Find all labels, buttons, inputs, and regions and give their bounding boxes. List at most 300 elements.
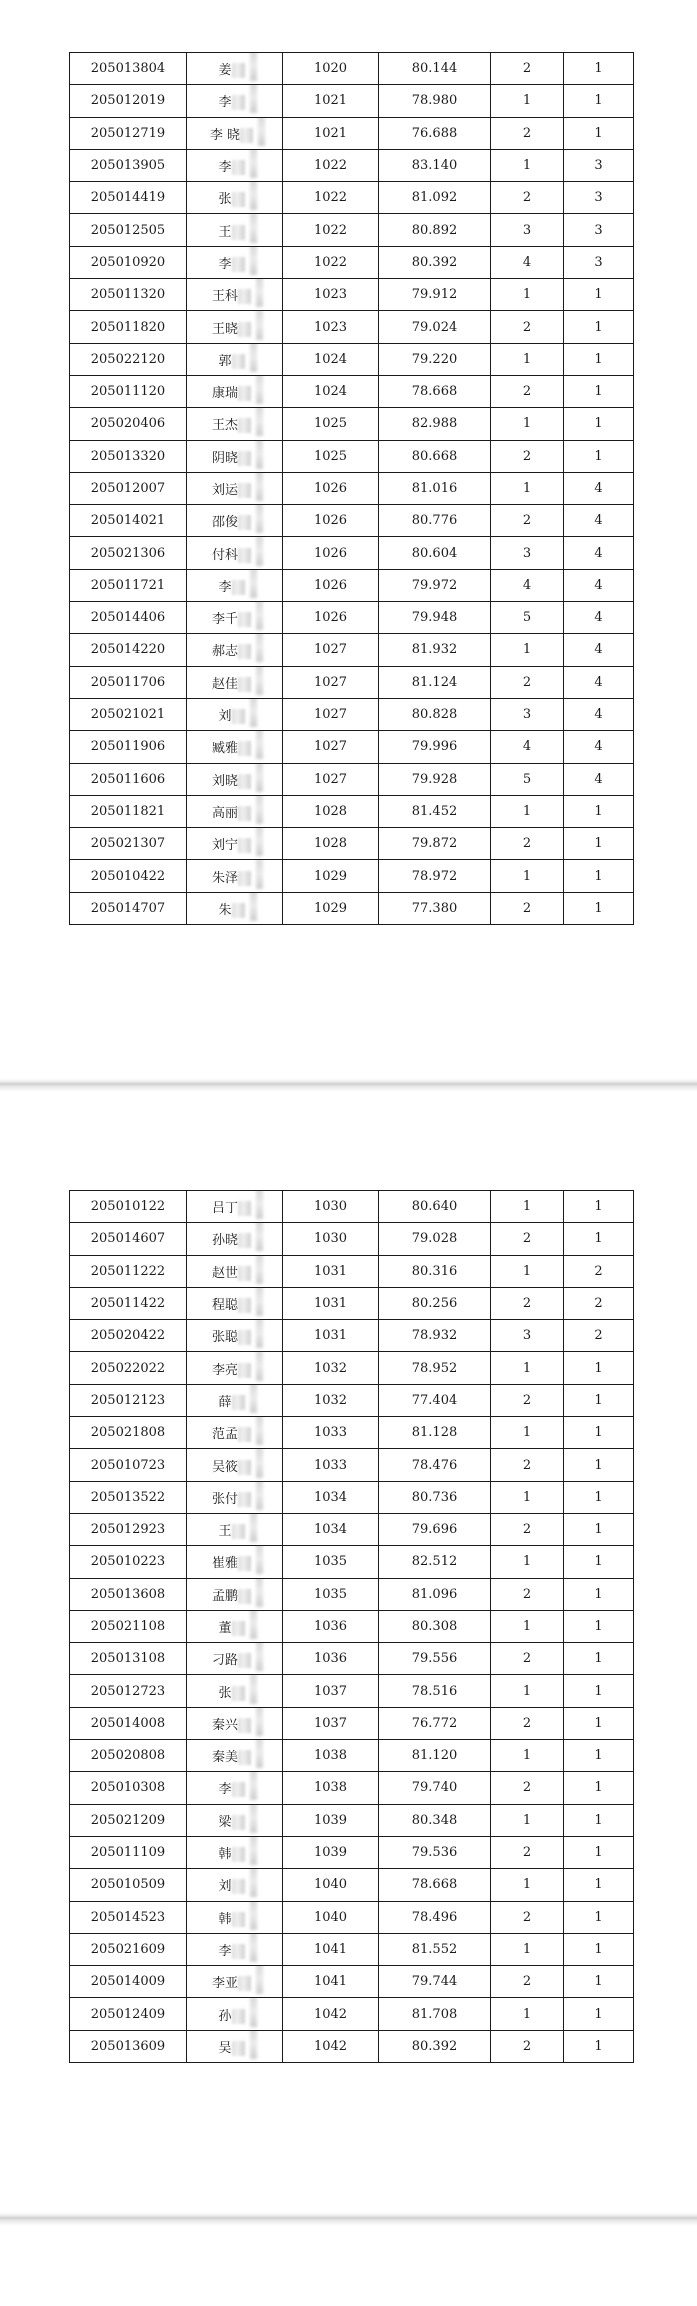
- position-code-cell: 1024: [283, 375, 379, 407]
- table-row: [70, 1998, 634, 2030]
- candidate-name-text: 朱泽: [211, 870, 238, 886]
- redaction-smear: [250, 1675, 257, 1704]
- candidate-name-cell: [187, 569, 283, 601]
- total-score-cell: 81.092: [379, 182, 491, 214]
- candidate-name: [218, 156, 250, 175]
- rank-cell: 2: [491, 311, 564, 343]
- candidate-name-cell: [187, 408, 283, 440]
- redaction-mask: [238, 548, 251, 563]
- rank-cell: 1: [491, 1417, 564, 1449]
- table-row: [70, 1610, 634, 1642]
- candidate-name: [218, 2037, 250, 2056]
- candidate-name-cell: [187, 472, 283, 504]
- candidate-name-cell: [187, 763, 283, 795]
- candidate-id-cell: 205010122: [70, 1191, 187, 1223]
- quota-cell: 1: [564, 1417, 634, 1449]
- candidate-name: [212, 382, 257, 401]
- candidate-name-cell: [187, 828, 283, 860]
- candidate-name-cell: [187, 1513, 283, 1545]
- position-code-cell: 1035: [283, 1578, 379, 1610]
- redaction-smear: [256, 1287, 263, 1316]
- table-row: [70, 1191, 634, 1223]
- candidate-name-text: 吕丁: [211, 1201, 238, 1217]
- redaction-smear: [250, 343, 257, 372]
- position-code-cell: 1035: [283, 1546, 379, 1578]
- table-row: [70, 1546, 634, 1578]
- candidate-name-text: 秦兴: [211, 1717, 238, 1733]
- candidate-name: [218, 91, 250, 110]
- candidate-name-text: 刘晓: [211, 773, 238, 789]
- quota-cell: 1: [564, 117, 634, 149]
- candidate-name: [212, 1649, 257, 1668]
- candidate-name-cell: [187, 1966, 283, 1998]
- table-row: [70, 698, 634, 730]
- redaction-smear: [250, 246, 257, 275]
- quota-cell: 1: [564, 440, 634, 472]
- candidate-name: [218, 1778, 250, 1797]
- quota-cell: 1: [564, 1675, 634, 1707]
- candidate-name-text: 李: [218, 160, 232, 176]
- position-code-cell: 1025: [283, 440, 379, 472]
- total-score-cell: 79.028: [379, 1223, 491, 1255]
- candidate-id-cell: 205011109: [70, 1836, 187, 1868]
- candidate-name: [212, 1585, 257, 1604]
- candidate-id-cell: 205014707: [70, 892, 187, 924]
- quota-cell: 1: [564, 408, 634, 440]
- candidate-id-cell: 205012723: [70, 1675, 187, 1707]
- quota-cell: 1: [564, 2030, 634, 2062]
- quota-cell: 1: [564, 1481, 634, 1513]
- position-code-cell: 1028: [283, 795, 379, 827]
- position-code-cell: 1040: [283, 1901, 379, 1933]
- redaction-smear: [256, 311, 263, 340]
- total-score-cell: 82.512: [379, 1546, 491, 1578]
- redaction-mask: [238, 1750, 251, 1765]
- redaction-mask: [232, 225, 245, 240]
- candidate-name: [218, 899, 250, 918]
- position-code-cell: 1026: [283, 602, 379, 634]
- candidate-name: [212, 1714, 257, 1733]
- table-row: [70, 1513, 634, 1545]
- candidate-name-cell: [187, 1417, 283, 1449]
- table-row: [70, 731, 634, 763]
- rank-cell: 1: [491, 1869, 564, 1901]
- redaction-mask: [232, 1524, 245, 1539]
- quota-cell: 1: [564, 279, 634, 311]
- candidate-name: [218, 253, 250, 272]
- candidate-id-cell: 205014220: [70, 634, 187, 666]
- table-row: [70, 375, 634, 407]
- candidate-name-text: 李千: [211, 612, 238, 628]
- quota-cell: 1: [564, 343, 634, 375]
- rank-cell: 1: [491, 1191, 564, 1223]
- rank-cell: 2: [491, 1223, 564, 1255]
- candidate-name-cell: [187, 2030, 283, 2062]
- table-row: [70, 149, 634, 181]
- candidate-name: [218, 188, 250, 207]
- candidate-id-cell: 205012007: [70, 472, 187, 504]
- candidate-name: [212, 834, 257, 853]
- table-row: [70, 634, 634, 666]
- quota-cell: 1: [564, 1449, 634, 1481]
- candidate-name: [218, 1617, 250, 1636]
- rank-cell: 2: [491, 1707, 564, 1739]
- position-code-cell: 1022: [283, 182, 379, 214]
- score-table: [69, 1190, 634, 2063]
- candidate-name-text: 张付: [211, 1491, 238, 1507]
- candidate-id-cell: 205013609: [70, 2030, 187, 2062]
- rank-cell: 2: [491, 2030, 564, 2062]
- rank-cell: 2: [491, 182, 564, 214]
- position-code-cell: 1039: [283, 1804, 379, 1836]
- quota-cell: 4: [564, 666, 634, 698]
- rank-cell: 3: [491, 214, 564, 246]
- rank-cell: 1: [491, 1255, 564, 1287]
- redaction-mask: [238, 838, 251, 853]
- total-score-cell: 80.668: [379, 440, 491, 472]
- candidate-name-text: 程聪: [211, 1298, 238, 1314]
- redaction-smear: [250, 698, 257, 727]
- candidate-name: [218, 1391, 250, 1410]
- table-row: [70, 279, 634, 311]
- position-code-cell: 1031: [283, 1255, 379, 1287]
- candidate-name-text: 康瑞: [211, 386, 238, 402]
- quota-cell: 4: [564, 731, 634, 763]
- total-score-cell: 76.688: [379, 117, 491, 149]
- candidate-id-cell: 205020422: [70, 1320, 187, 1352]
- candidate-id-cell: 205021306: [70, 537, 187, 569]
- candidate-name-text: 刁路: [211, 1653, 238, 1669]
- position-code-cell: 1025: [283, 408, 379, 440]
- redaction-smear: [250, 1998, 257, 2027]
- position-code-cell: 1022: [283, 149, 379, 181]
- redaction-mask: [238, 1330, 251, 1345]
- quota-cell: 1: [564, 375, 634, 407]
- total-score-cell: 81.552: [379, 1933, 491, 1965]
- redaction-mask: [238, 1556, 251, 1571]
- candidate-name: [218, 576, 250, 595]
- rank-cell: 2: [491, 1643, 564, 1675]
- rank-cell: 2: [491, 892, 564, 924]
- rank-cell: 2: [491, 53, 564, 85]
- candidate-id-cell: 205012923: [70, 1513, 187, 1545]
- rank-cell: 1: [491, 795, 564, 827]
- redaction-smear: [250, 182, 257, 211]
- table-row: [70, 1740, 634, 1772]
- candidate-name-text: 刘宁: [211, 838, 238, 854]
- total-score-cell: 80.256: [379, 1287, 491, 1319]
- rank-cell: 2: [491, 1287, 564, 1319]
- redaction-smear: [250, 149, 257, 178]
- redaction-smear: [256, 602, 263, 631]
- redaction-smear: [256, 440, 263, 469]
- candidate-name-text: 崔雅: [211, 1556, 238, 1572]
- redaction-smear: [256, 537, 263, 566]
- candidate-id-cell: 205013320: [70, 440, 187, 472]
- position-code-cell: 1023: [283, 311, 379, 343]
- redaction-smear: [256, 1740, 263, 1769]
- candidate-name: [212, 802, 257, 821]
- redaction-mask: [232, 709, 245, 724]
- redaction-smear: [256, 828, 263, 857]
- redaction-smear: [250, 1610, 257, 1639]
- candidate-id-cell: 205011120: [70, 375, 187, 407]
- rank-cell: 2: [491, 375, 564, 407]
- candidate-name: [218, 1682, 250, 1701]
- redaction-smear: [256, 472, 263, 501]
- candidate-name-text: 赵佳: [211, 676, 238, 692]
- candidate-name-text: 郝志: [211, 644, 238, 660]
- candidate-name-text: 梁: [218, 1814, 232, 1830]
- redaction-mask: [238, 677, 251, 692]
- candidate-name: [212, 867, 257, 886]
- position-code-cell: 1042: [283, 2030, 379, 2062]
- quota-cell: 1: [564, 1901, 634, 1933]
- rank-cell: 1: [491, 1804, 564, 1836]
- quota-cell: 4: [564, 505, 634, 537]
- candidate-name-cell: [187, 1610, 283, 1642]
- redaction-mask: [232, 192, 245, 207]
- quota-cell: 4: [564, 763, 634, 795]
- redaction-smear: [250, 2030, 257, 2059]
- redaction-smear: [256, 1449, 263, 1478]
- total-score-cell: 78.668: [379, 375, 491, 407]
- candidate-name-cell: [187, 117, 283, 149]
- candidate-name: [212, 1294, 257, 1313]
- candidate-name-text: 董: [218, 1621, 232, 1636]
- total-score-cell: 81.120: [379, 1740, 491, 1772]
- quota-cell: 1: [564, 1546, 634, 1578]
- redaction-mask: [238, 1233, 251, 1248]
- position-code-cell: 1036: [283, 1643, 379, 1675]
- total-score-cell: 78.952: [379, 1352, 491, 1384]
- rank-cell: 1: [491, 85, 564, 117]
- quota-cell: 1: [564, 1772, 634, 1804]
- redaction-mask: [232, 2041, 245, 2056]
- candidate-name-text: 孟鹏: [211, 1588, 238, 1604]
- candidate-name-cell: [187, 214, 283, 246]
- candidate-name-text: 王科: [211, 289, 238, 305]
- table-row: [70, 1255, 634, 1287]
- candidate-name-cell: [187, 1352, 283, 1384]
- table-row: [70, 1966, 634, 1998]
- candidate-name-text: 刘: [218, 709, 232, 725]
- position-code-cell: 1024: [283, 343, 379, 375]
- total-score-cell: 79.696: [379, 1513, 491, 1545]
- quota-cell: 4: [564, 537, 634, 569]
- redaction-smear: [256, 795, 263, 824]
- quota-cell: 3: [564, 182, 634, 214]
- candidate-id-cell: 205012123: [70, 1384, 187, 1416]
- candidate-id-cell: 205010723: [70, 1449, 187, 1481]
- rank-cell: 1: [491, 1610, 564, 1642]
- total-score-cell: 80.604: [379, 537, 491, 569]
- position-code-cell: 1026: [283, 472, 379, 504]
- redaction-smear: [256, 1643, 263, 1672]
- table-row: [70, 1417, 634, 1449]
- table-row: [70, 343, 634, 375]
- candidate-id-cell: 205020808: [70, 1740, 187, 1772]
- position-code-cell: 1042: [283, 1998, 379, 2030]
- redaction-mask: [238, 1460, 251, 1475]
- table-row: [70, 1481, 634, 1513]
- candidate-name-cell: [187, 440, 283, 472]
- redaction-smear: [250, 1901, 257, 1930]
- table-row: [70, 1449, 634, 1481]
- table-row: [70, 408, 634, 440]
- candidate-name-cell: [187, 1901, 283, 1933]
- candidate-name-cell: [187, 279, 283, 311]
- quota-cell: 1: [564, 53, 634, 85]
- candidate-id-cell: 205014406: [70, 602, 187, 634]
- candidate-id-cell: 205011222: [70, 1255, 187, 1287]
- candidate-name: [212, 673, 257, 692]
- quota-cell: 1: [564, 85, 634, 117]
- table-row: [70, 763, 634, 795]
- redaction-mask: [238, 515, 251, 530]
- candidate-id-cell: 205021108: [70, 1610, 187, 1642]
- position-code-cell: 1041: [283, 1966, 379, 1998]
- candidate-id-cell: 205011422: [70, 1287, 187, 1319]
- total-score-cell: 78.980: [379, 85, 491, 117]
- candidate-name: [218, 59, 250, 78]
- position-code-cell: 1021: [283, 117, 379, 149]
- table-row: [70, 1287, 634, 1319]
- redaction-mask: [232, 1912, 245, 1927]
- candidate-id-cell: 205013804: [70, 53, 187, 85]
- candidate-name-cell: [187, 602, 283, 634]
- candidate-name: [218, 1843, 250, 1862]
- table-row: [70, 602, 634, 634]
- total-score-cell: 76.772: [379, 1707, 491, 1739]
- position-code-cell: 1036: [283, 1610, 379, 1642]
- candidate-name-cell: [187, 666, 283, 698]
- candidate-name-text: 张: [218, 192, 232, 208]
- position-code-cell: 1020: [283, 53, 379, 85]
- table-row: [70, 666, 634, 698]
- table-row: [70, 1223, 634, 1255]
- redaction-smear: [258, 117, 265, 146]
- rank-cell: 2: [491, 1901, 564, 1933]
- candidate-name: [212, 1197, 257, 1216]
- position-code-cell: 1021: [283, 85, 379, 117]
- rank-cell: 2: [491, 1578, 564, 1610]
- candidate-name-text: 朱: [218, 902, 232, 918]
- redaction-mask: [238, 1589, 251, 1604]
- page-break: [0, 1078, 697, 1092]
- candidate-name-cell: [187, 1675, 283, 1707]
- candidate-name-text: 韩: [218, 1847, 232, 1863]
- redaction-mask: [238, 1427, 251, 1442]
- quota-cell: 4: [564, 569, 634, 601]
- candidate-name-text: 王晓: [211, 321, 238, 337]
- redaction-smear: [256, 1707, 263, 1736]
- quota-cell: 1: [564, 1223, 634, 1255]
- redaction-smear: [256, 279, 263, 308]
- candidate-name-text: 韩: [218, 1911, 232, 1927]
- quota-cell: 1: [564, 828, 634, 860]
- candidate-name-text: 邵俊: [211, 515, 238, 531]
- candidate-name-cell: [187, 1320, 283, 1352]
- score-table-body: [70, 1191, 634, 2063]
- candidate-name-text: 李: [218, 95, 232, 111]
- candidate-id-cell: 205014021: [70, 505, 187, 537]
- candidate-name-text: 李亮: [211, 1362, 238, 1378]
- position-code-cell: 1026: [283, 569, 379, 601]
- redaction-smear: [250, 1933, 257, 1962]
- candidate-name: [212, 1746, 257, 1765]
- candidate-name-text: 刘: [218, 1879, 232, 1895]
- quota-cell: 4: [564, 472, 634, 504]
- quota-cell: 4: [564, 634, 634, 666]
- candidate-name-cell: [187, 311, 283, 343]
- rank-cell: 1: [491, 1998, 564, 2030]
- redaction-smear: [256, 731, 263, 760]
- candidate-name-text: 李亚: [211, 1976, 238, 1992]
- rank-cell: 2: [491, 440, 564, 472]
- candidate-name-cell: [187, 1772, 283, 1804]
- rank-cell: 4: [491, 246, 564, 278]
- candidate-name-cell: [187, 85, 283, 117]
- total-score-cell: 80.892: [379, 214, 491, 246]
- redaction-mask: [232, 1847, 245, 1862]
- quota-cell: 1: [564, 1384, 634, 1416]
- candidate-name-cell: [187, 1384, 283, 1416]
- candidate-id-cell: 205021808: [70, 1417, 187, 1449]
- position-code-cell: 1029: [283, 892, 379, 924]
- total-score-cell: 79.556: [379, 1643, 491, 1675]
- redaction-mask: [232, 95, 245, 110]
- rank-cell: 3: [491, 537, 564, 569]
- candidate-name: [218, 1520, 250, 1539]
- quota-cell: 3: [564, 214, 634, 246]
- total-score-cell: 80.392: [379, 2030, 491, 2062]
- rank-cell: 5: [491, 602, 564, 634]
- candidate-name: [212, 1229, 257, 1248]
- candidate-id-cell: 205014523: [70, 1901, 187, 1933]
- rank-cell: 2: [491, 1836, 564, 1868]
- candidate-name-text: 郭: [218, 353, 232, 369]
- table-row: [70, 537, 634, 569]
- candidate-id-cell: 205011906: [70, 731, 187, 763]
- table-row: [70, 440, 634, 472]
- table-row: [70, 795, 634, 827]
- candidate-id-cell: 205013905: [70, 149, 187, 181]
- candidate-name: [212, 1262, 257, 1281]
- candidate-id-cell: 205010308: [70, 1772, 187, 1804]
- total-score-cell: 82.988: [379, 408, 491, 440]
- candidate-name-cell: [187, 860, 283, 892]
- rank-cell: 1: [491, 1481, 564, 1513]
- redaction-smear: [250, 1836, 257, 1865]
- candidate-name-text: 阴晓: [211, 450, 238, 466]
- total-score-cell: 79.928: [379, 763, 491, 795]
- redaction-mask: [238, 741, 251, 756]
- candidate-name-text: 李: [218, 1943, 232, 1959]
- candidate-name-text: 付科: [211, 547, 238, 563]
- candidate-id-cell: 205013108: [70, 1643, 187, 1675]
- quota-cell: 1: [564, 892, 634, 924]
- total-score-cell: 81.932: [379, 634, 491, 666]
- candidate-id-cell: 205011820: [70, 311, 187, 343]
- redaction-smear: [256, 634, 263, 663]
- position-code-cell: 1034: [283, 1513, 379, 1545]
- position-code-cell: 1037: [283, 1707, 379, 1739]
- candidate-name: [212, 640, 257, 659]
- table-row: [70, 1578, 634, 1610]
- rank-cell: 2: [491, 117, 564, 149]
- candidate-id-cell: 205012719: [70, 117, 187, 149]
